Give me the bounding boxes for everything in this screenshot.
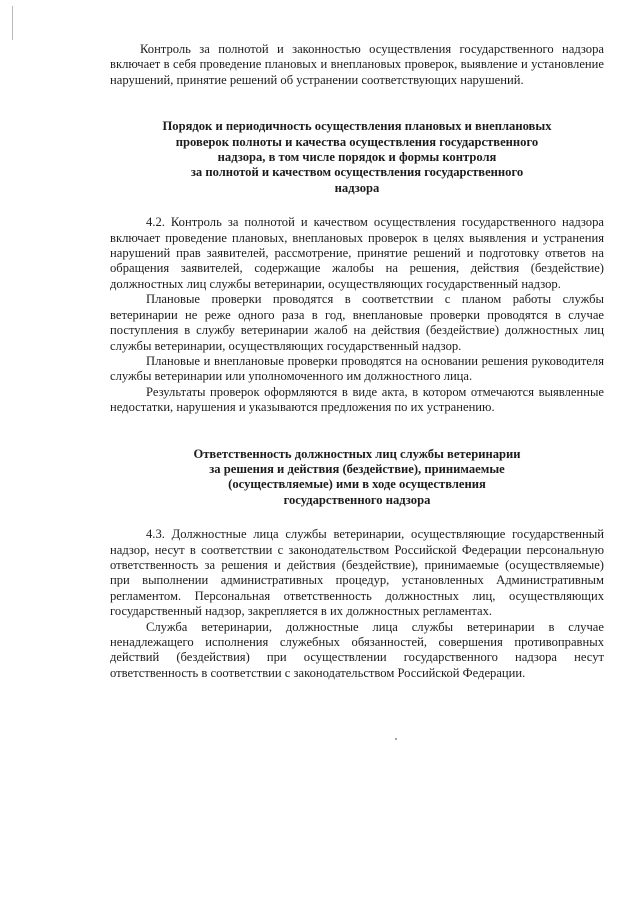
heading-line: надзора [334, 180, 380, 195]
heading-line: Порядок и периодичность осуществления плановых и внеплановых [162, 119, 552, 134]
heading-line: за решения и действия (бездействие), принимаемые [209, 461, 505, 476]
paragraph-4-2: 4.2. Контроль за полнотой и качеством осуществления государственного надзора включает проведение плановых, внеплановых проверок в целях выявления и устранения нарушений прав заявителей, рассмотрение, принятие решений и подготовку ответов на обращения заявителей, содержащие жалобы на решения, действия (бездействие) должностных лиц службы ветеринарии, осуществляющих государственный надзор. [110, 215, 604, 291]
paragraph-planned-checks: Плановые проверки проводятся в соответствии с планом работы службы ветеринарии не реже одного раза в год, внеплановые проверки проводятся в случае поступления в службу ветеринарии жалоб на действия (бездействие) должностных лиц службы ветеринарии, осуществляющих государственный надзор. [110, 292, 604, 353]
heading-line: (осуществляемые) ими в ходе осуществления [228, 477, 486, 492]
paragraph-checks-basis: Плановые и внеплановые проверки проводятся на основании решения руководителя службы ветеринарии или уполномоченного им должностного лица. [110, 353, 604, 384]
paragraph-4-3: 4.3. Должностные лица службы ветеринарии, осуществляющие государственный надзор, несут в соответствии с законодательством Российской Федерации персональную ответственность за решения и действия (бездействие), принимаемые (осуществляемые) при выполнении административных процедур, установленных Административным регламентом. Персональная ответственность должностных лиц, осуществляющих государственный надзор, закрепляется в их должностных регламентах. [110, 527, 604, 619]
heading-line: надзора, в том числе порядок и формы контроля [217, 150, 497, 165]
heading-line: проверок полноты и качества осуществления государственного [175, 134, 539, 149]
intro-paragraph: Контроль за полнотой и законностью осуществления государственного надзора включает в себя проведение плановых и внеплановых проверок, выявление и установление нарушений, принятие решений об устранении соответствующих нарушений. [110, 42, 604, 87]
heading-line: государственного надзора [283, 492, 431, 507]
document-page [110, 42, 604, 681]
scan-edge-mark [12, 6, 13, 40]
heading-line: за полнотой и качеством осуществления государственного [190, 165, 524, 180]
heading-line: Ответственность должностных лиц службы ветеринарии [193, 446, 521, 461]
paragraph-check-results: Результаты проверок оформляются в виде акта, в котором отмечаются выявленные недостатки, нарушения и указываются предложения по их устранению. [110, 384, 604, 415]
section-heading-responsibility [110, 447, 604, 509]
paragraph-service-responsibility: Служба ветеринарии, должностные лица службы ветеринарии в случае ненадлежащего исполнения служебных обязанностей, совершения противоправных действий (бездействия) при осуществлении государственного надзора несут ответственность в соответствии с законодательством Российской Федерации. [110, 619, 604, 680]
section-heading-planned-checks [110, 119, 604, 196]
scan-speck [395, 738, 397, 740]
